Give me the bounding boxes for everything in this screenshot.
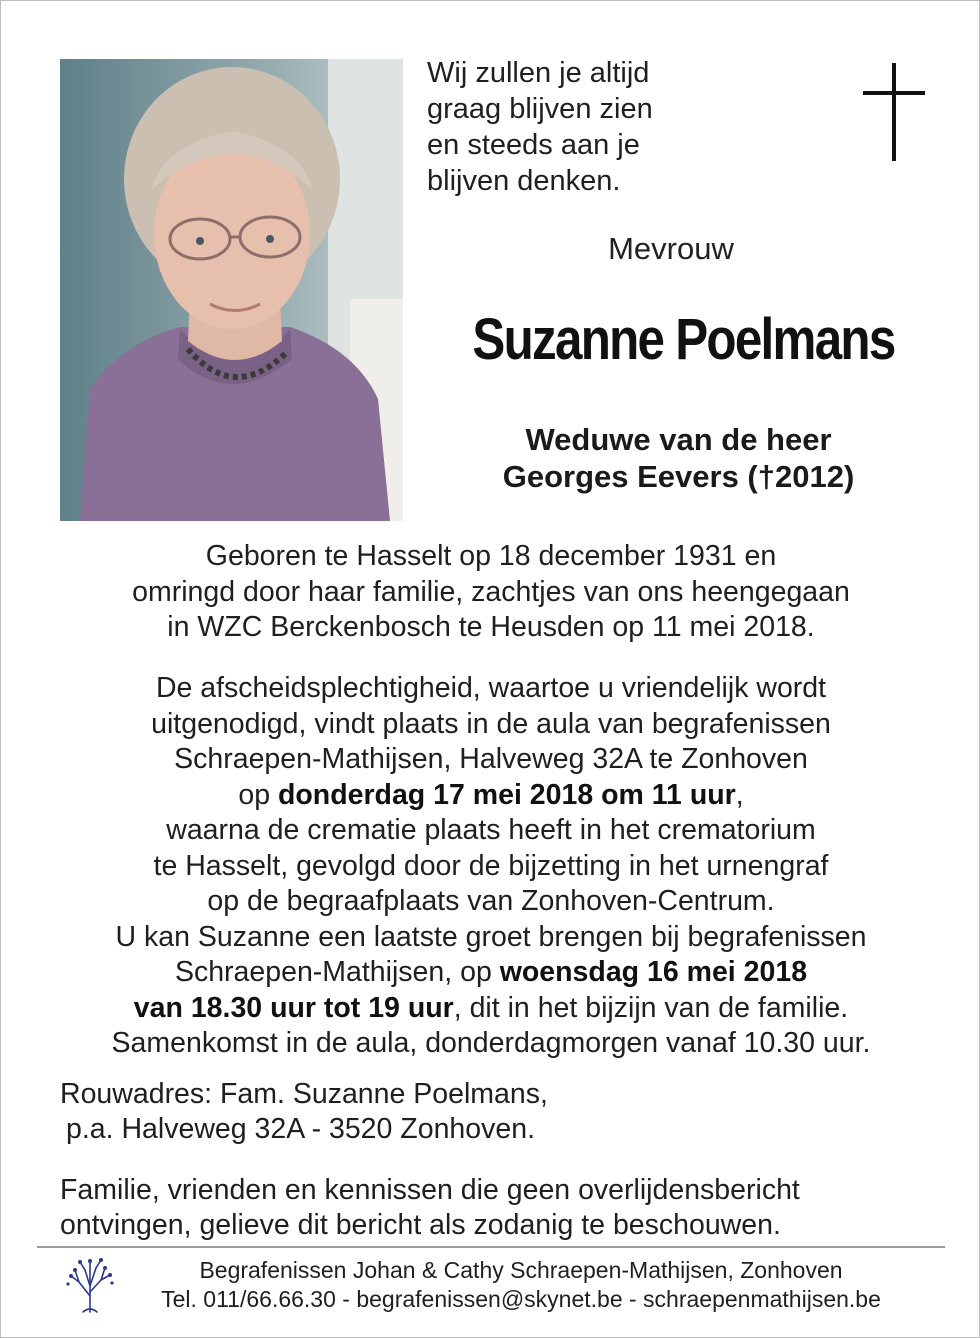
visitation-time: van 18.30 uur tot 19 uur	[133, 991, 454, 1024]
birth-line: in WZC Berckenbosch te Heusden op 11 mei 2018.	[167, 611, 815, 643]
widow-statement	[421, 421, 936, 495]
mourning-address	[60, 1077, 920, 1147]
ceremony-line: De afscheidsplechtigheid, waartoe u vriendelijk wordt	[155, 672, 827, 704]
ceremony-text: Schraepen-Mathijsen, op	[174, 956, 500, 988]
latin-cross-icon	[863, 63, 925, 161]
visitation-date: woensdag 16 mei 2018	[499, 956, 808, 988]
tree-logo-icon	[63, 1256, 117, 1314]
deceased-name: Suzanne Poelmans	[472, 307, 895, 372]
memorial-poem	[427, 55, 757, 199]
poem-line: en steeds aan je	[427, 129, 640, 161]
notice-line: Familie, vrienden en kennissen die geen overlijdensbericht	[60, 1174, 800, 1206]
widow-line: Georges Eevers (†2012)	[502, 459, 855, 494]
address-line: Rouwadres: Fam. Suzanne Poelmans,	[60, 1078, 548, 1110]
ceremony-line: uitgenodigd, vindt plaats in de aula van begrafenissen	[151, 707, 831, 740]
funeral-home-footer	[121, 1256, 921, 1314]
notice-line: ontvingen, gelieve dit bericht als zodanig te beschouwen.	[60, 1209, 781, 1241]
birth-death-paragraph	[41, 539, 941, 646]
footer-divider	[37, 1246, 945, 1248]
ceremony-line: waarna de crematie plaats heeft in het crematorium	[166, 814, 816, 846]
poem-line: blijven denken.	[427, 165, 621, 197]
birth-line: Geboren te Hasselt op 18 december 1931 en	[205, 540, 777, 572]
funeral-home-contact: Tel. 011/66.66.30 - begrafenissen@skynet.be - schraepenmathijsen.be	[161, 1286, 881, 1312]
funeral-home-name: Begrafenissen Johan & Cathy Schraepen-Mathijsen, Zonhoven	[199, 1257, 843, 1283]
ceremony-paragraph	[41, 671, 941, 1062]
ceremony-line	[41, 991, 941, 1027]
portrait-illustration	[60, 59, 403, 521]
poem-line: Wij zullen je altijd	[427, 57, 650, 89]
ceremony-text: op	[238, 778, 278, 811]
birth-line: omringd door haar familie, zachtjes van ons heengegaan	[132, 575, 850, 608]
salutation: Mevrouw	[608, 231, 734, 266]
ceremony-date: donderdag 17 mei 2018 om 11 uur	[277, 778, 736, 811]
ceremony-line	[41, 778, 941, 814]
ceremony-line: Samenkomst in de aula, donderdagmorgen vanaf 10.30 uur.	[111, 1027, 871, 1059]
address-line: p.a. Halveweg 32A - 3520 Zonhoven.	[66, 1113, 535, 1145]
ceremony-line	[41, 955, 941, 991]
ceremony-text: , dit in het bijzijn van de familie.	[453, 991, 849, 1024]
portrait-photo	[60, 59, 403, 521]
ceremony-line: te Hasselt, gevolgd door de bijzetting in het urnengraf	[153, 849, 829, 882]
ceremony-text: ,	[735, 778, 744, 811]
ceremony-line: U kan Suzanne een laatste groet brengen bij begrafenissen	[115, 920, 867, 953]
poem-line: graag blijven zien	[427, 93, 653, 125]
widow-line: Weduwe van de heer	[525, 422, 832, 457]
notice-paragraph	[60, 1173, 920, 1243]
ceremony-line: op de begraafplaats van Zonhoven-Centrum.	[207, 885, 775, 917]
ceremony-line: Schraepen-Mathijsen, Halveweg 32A te Zonhoven	[174, 743, 808, 775]
